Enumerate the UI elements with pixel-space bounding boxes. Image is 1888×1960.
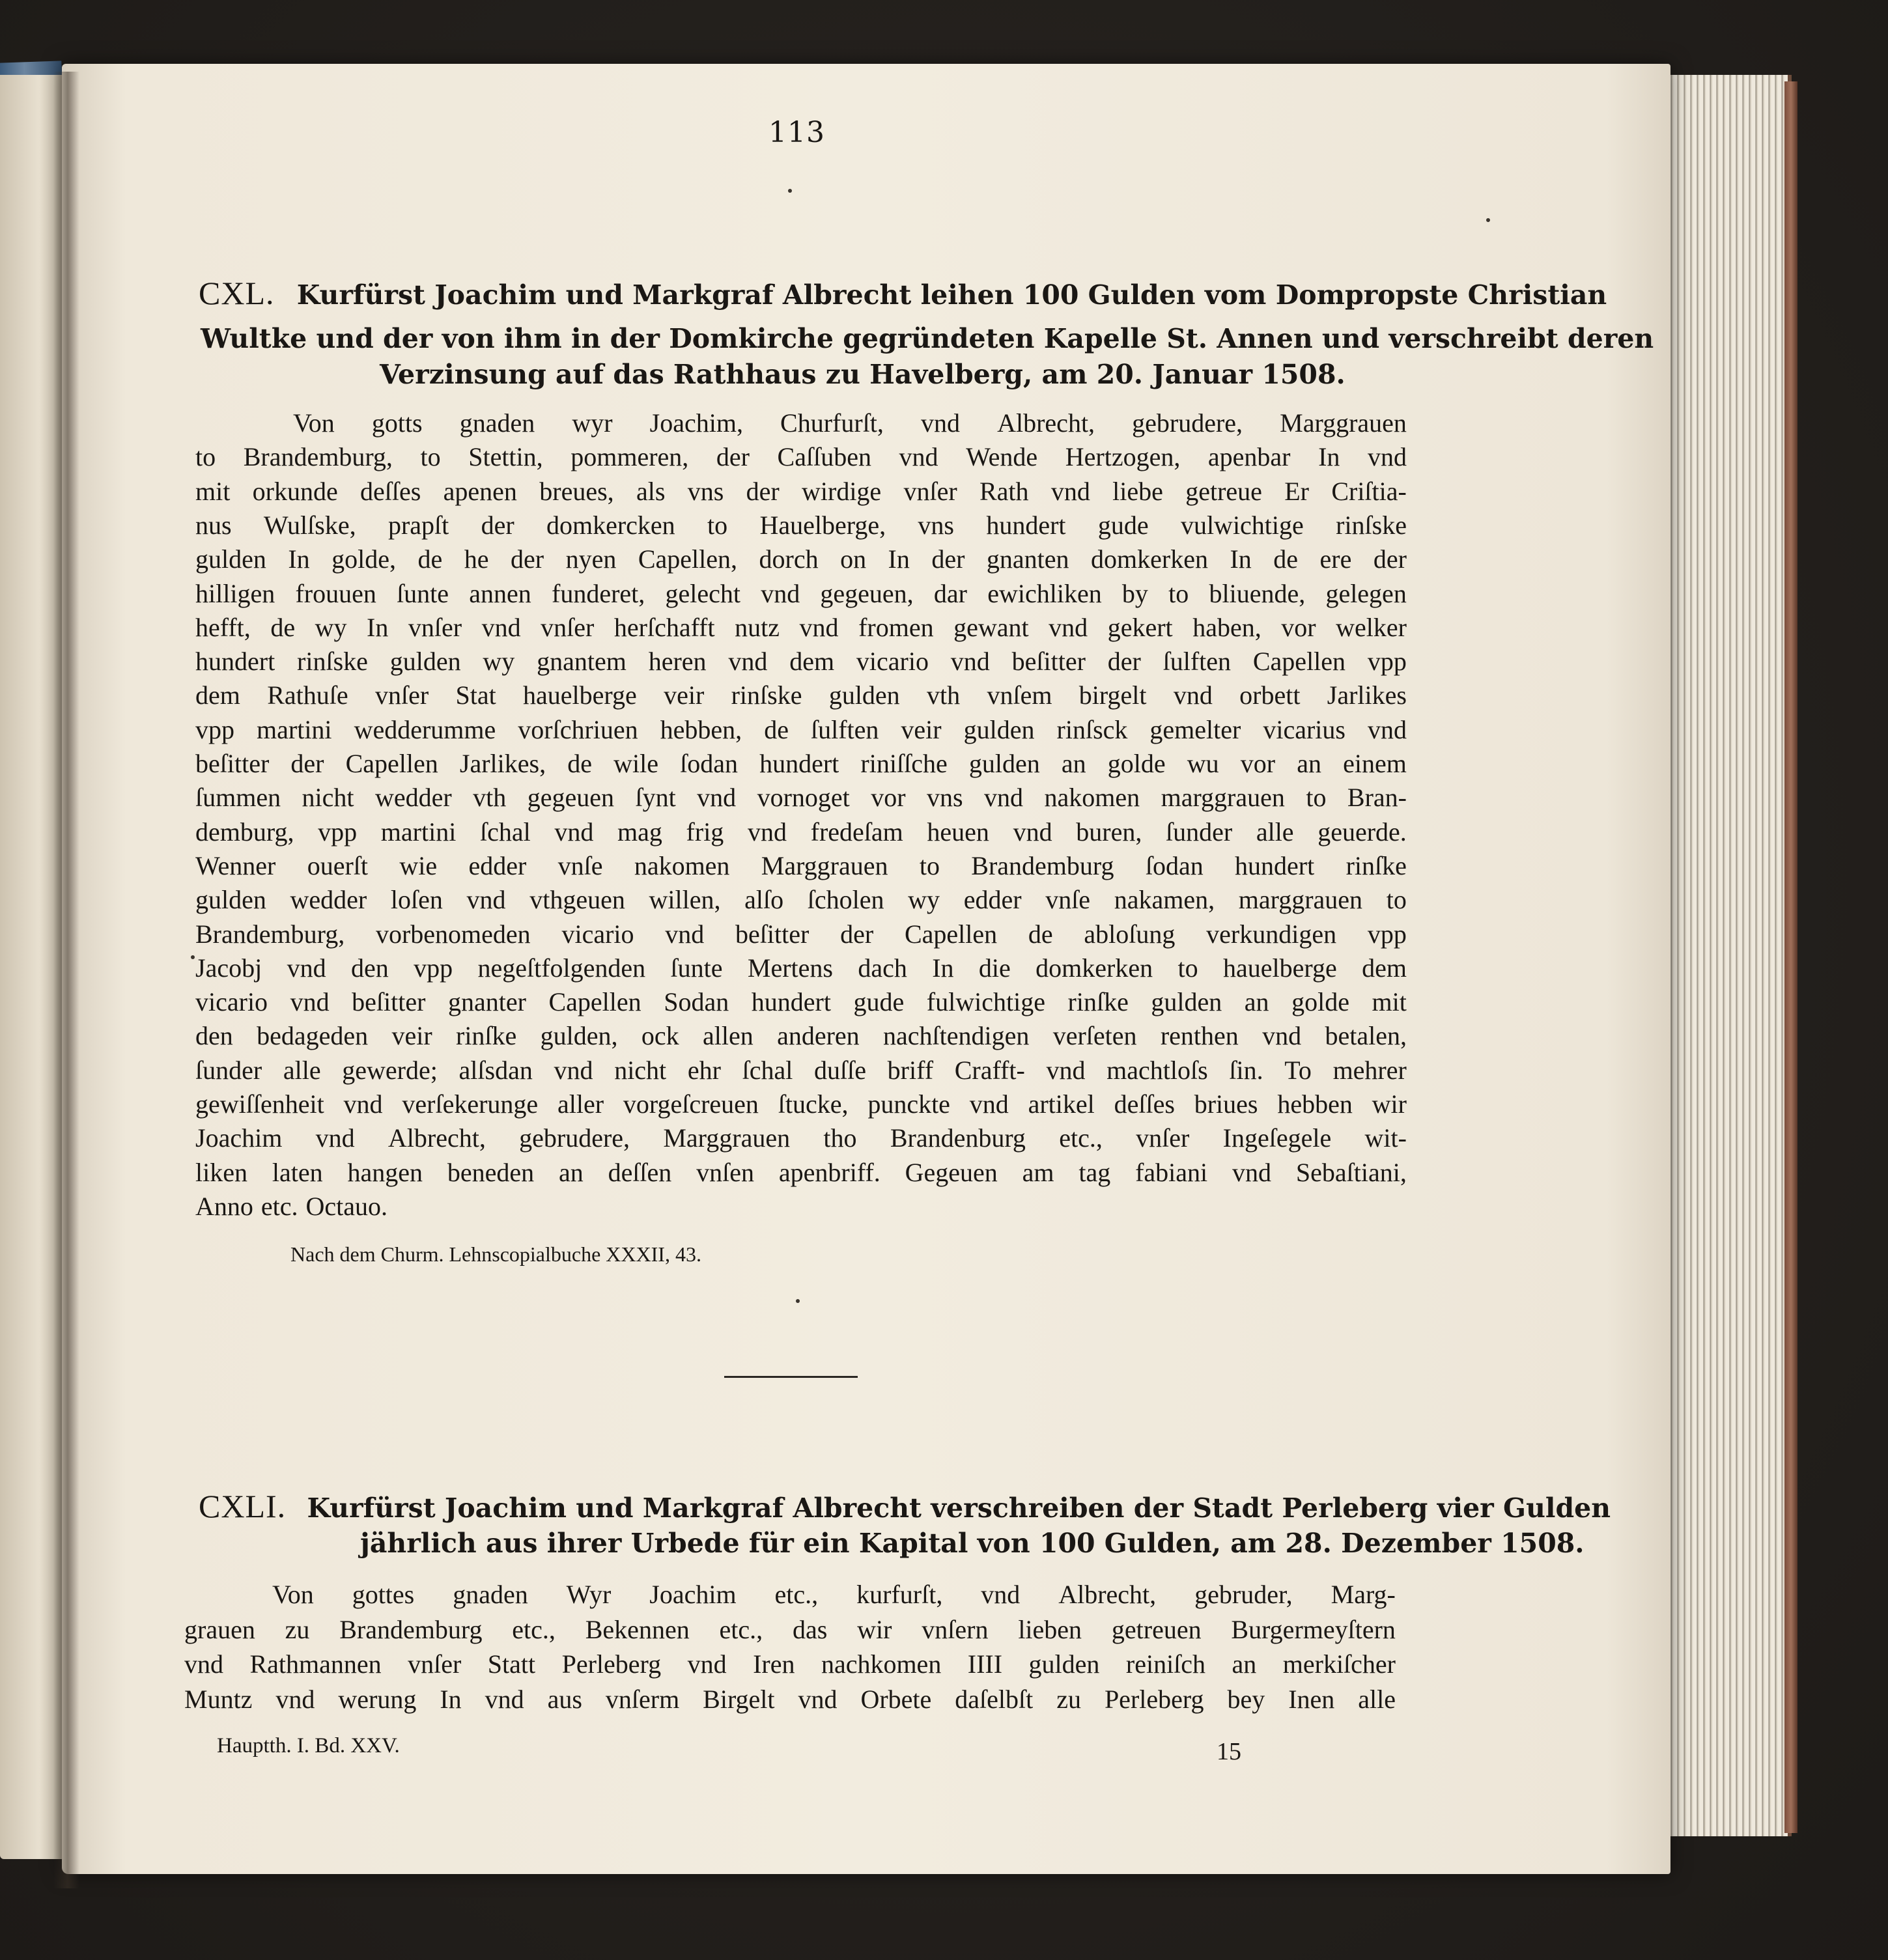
body-line: hilligen frouuen ſunte annen funderet, gelecht vnd gegeuen, dar ewichliken by to bliuende, gelegen — [195, 578, 1407, 608]
body-line: vnd Rathmannen vnſer Statt Perleberg vnd Iren nachkomen IIII gulden reiniſch an merkiſcher — [184, 1649, 1396, 1679]
body-line: Anno etc. Octauo. — [195, 1191, 388, 1221]
body-line: ſummen nicht wedder vth gegeuen ſynt vnd vornoget vor vns vnd nakomen marggrauen to Bran- — [195, 783, 1407, 813]
body-line: Wenner ouerſt wie edder vnſe nakomen Marggrauen to Brandemburg ſodan hundert rinſke — [195, 850, 1407, 880]
body-line: hefft, de wy In vnſer vnd vnſer herſchafft nutz vnd fromen gewant vnd gekert haben, vor welker — [195, 612, 1407, 642]
section-141-number: CXLI. — [199, 1488, 287, 1524]
paper-speck — [796, 1299, 800, 1303]
source-note: Nach dem Churm. Lehnscopialbuche XXXII, 43. — [290, 1242, 701, 1266]
section-141-title-line-2: jährlich aus ihrer Urbede für ein Kapital von 100 Gulden, am 28. Dezember 1508. — [360, 1528, 1585, 1559]
body-line: grauen zu Brandemburg etc., Bekennen etc., das wir vnſern lieben getreuen Burgermeyſtern — [184, 1614, 1396, 1644]
footer-sheet-number: 15 — [1217, 1738, 1241, 1765]
body-line: vpp martini wedderumme vorſchriuen hebben, de ſulften veir gulden rinſsck gemelter vicarius vnd — [195, 714, 1407, 744]
paper-speck — [1486, 218, 1490, 222]
section-divider — [724, 1376, 858, 1378]
page-edges — [1654, 75, 1792, 1836]
section-140-heading — [199, 273, 1607, 315]
paper-speck — [788, 189, 792, 193]
section-140-title-line-2: Wultke und der von ihm in der Domkirche gegründeten Kapelle St. Annen und verschreibt deren — [201, 323, 1654, 354]
body-line: den bedageden veir rinſke gulden, ock allen anderen nachſtendigen verſeten renthen vnd betalen, — [195, 1021, 1407, 1051]
body-line: Brandemburg, vorbenomeden vicario vnd beſitter der Capellen de abloſung verkundigen vpp — [195, 919, 1407, 949]
book-gutter — [53, 72, 79, 1888]
body-line: gewiſſenheit vnd verſekerunge aller vorgeſcreuen ſtucke, punckte vnd artikel deſſes briues hebben wir — [195, 1089, 1407, 1119]
body-line: beſitter der Capellen Jarlikes, de wile ſodan hundert riniſſche gulden an golde wu vor an einem — [195, 749, 1407, 778]
body-line: Jacobj vnd den vpp negeſtfolgenden ſunte Mertens dach In die domkerken to hauelberge dem — [195, 953, 1407, 983]
book-board — [1784, 81, 1797, 1833]
section-140-number: CXL. — [199, 275, 275, 311]
section-140-title-line-3: Verzinsung auf das Rathhaus zu Havelberg, am 20. Januar 1508. — [380, 359, 1346, 390]
body-line: Joachim vnd Albrecht, gebrudere, Marggrauen tho Brandenburg etc., vnſer Ingeſegele wit- — [195, 1123, 1407, 1153]
body-line: nus Wulſske, prapſt der domkercken to Hauelberge, vns hundert gude vulwichtige rinſske — [195, 510, 1407, 540]
body-line: ſunder alle gewerde; alſsdan vnd nicht ehr ſchal duſſe briff Crafft- vnd machtloſs ſin. To mehrer — [195, 1055, 1407, 1085]
body-line: liken laten hangen beneden an deſſen vnſen apenbriff. Gegeuen am tag fabiani vnd Sebaſtiani, — [195, 1157, 1407, 1187]
page-number: 113 — [768, 116, 825, 149]
paper-speck — [191, 955, 195, 959]
body-line: to Brandemburg, to Stettin, pommeren, der Caſſuben vnd Wende Hertzogen, apenbar In vnd — [195, 442, 1407, 472]
section-140-title-line-1: Kurfürst Joachim und Markgraf Albrecht leihen 100 Gulden vom Dompropste Christian — [296, 279, 1607, 311]
body-line: mit orkunde deſſes apenen breues, als vns der wirdige vnſer Rath vnd liebe getreue Er Criſtia- — [195, 476, 1407, 506]
body-line: demburg, vpp martini ſchal vnd mag frig vnd fredeſam heuen vnd buren, ſunder alle geuerde. — [195, 817, 1407, 847]
body-line: vicario vnd beſitter gnanter Capellen Sodan hundert gude fulwichtige rinſke gulden an golde mit — [195, 987, 1407, 1017]
body-line: Von gottes gnaden Wyr Joachim etc., kurfurſt, vnd Albrecht, gebruder, Marg- — [272, 1580, 1396, 1609]
body-line: gulden wedder loſen vnd vthgeuen willen, alſo ſcholen wy edder vnſe nakamen, marggrauen to — [195, 885, 1407, 915]
body-line: dem Rathuſe vnſer Stat hauelberge veir rinſske gulden vth vnſem birgelt vnd orbett Jarlikes — [195, 680, 1407, 710]
body-line: Von gotts gnaden wyr Joachim, Churfurſt, vnd Albrecht, gebrudere, Marggrauen — [293, 408, 1407, 438]
section-141-heading — [199, 1487, 1611, 1528]
body-line: hundert rinſske gulden wy gnantem heren vnd dem vicario vnd beſitter der ſulften Capellen vpp — [195, 647, 1407, 677]
section-141-title-line-1: Kurfürst Joachim und Markgraf Albrecht verschreiben der Stadt Perleberg vier Gulden — [307, 1492, 1611, 1524]
footer-signature: Hauptth. I. Bd. XXV. — [217, 1734, 400, 1757]
body-line: gulden In golde, de he der nyen Capellen, dorch on In der gnanten domkerken In de ere der — [195, 544, 1407, 574]
body-line: Muntz vnd werung In vnd aus vnſerm Birgelt vnd Orbete daſelbſt zu Perleberg bey Inen alle — [184, 1684, 1396, 1714]
